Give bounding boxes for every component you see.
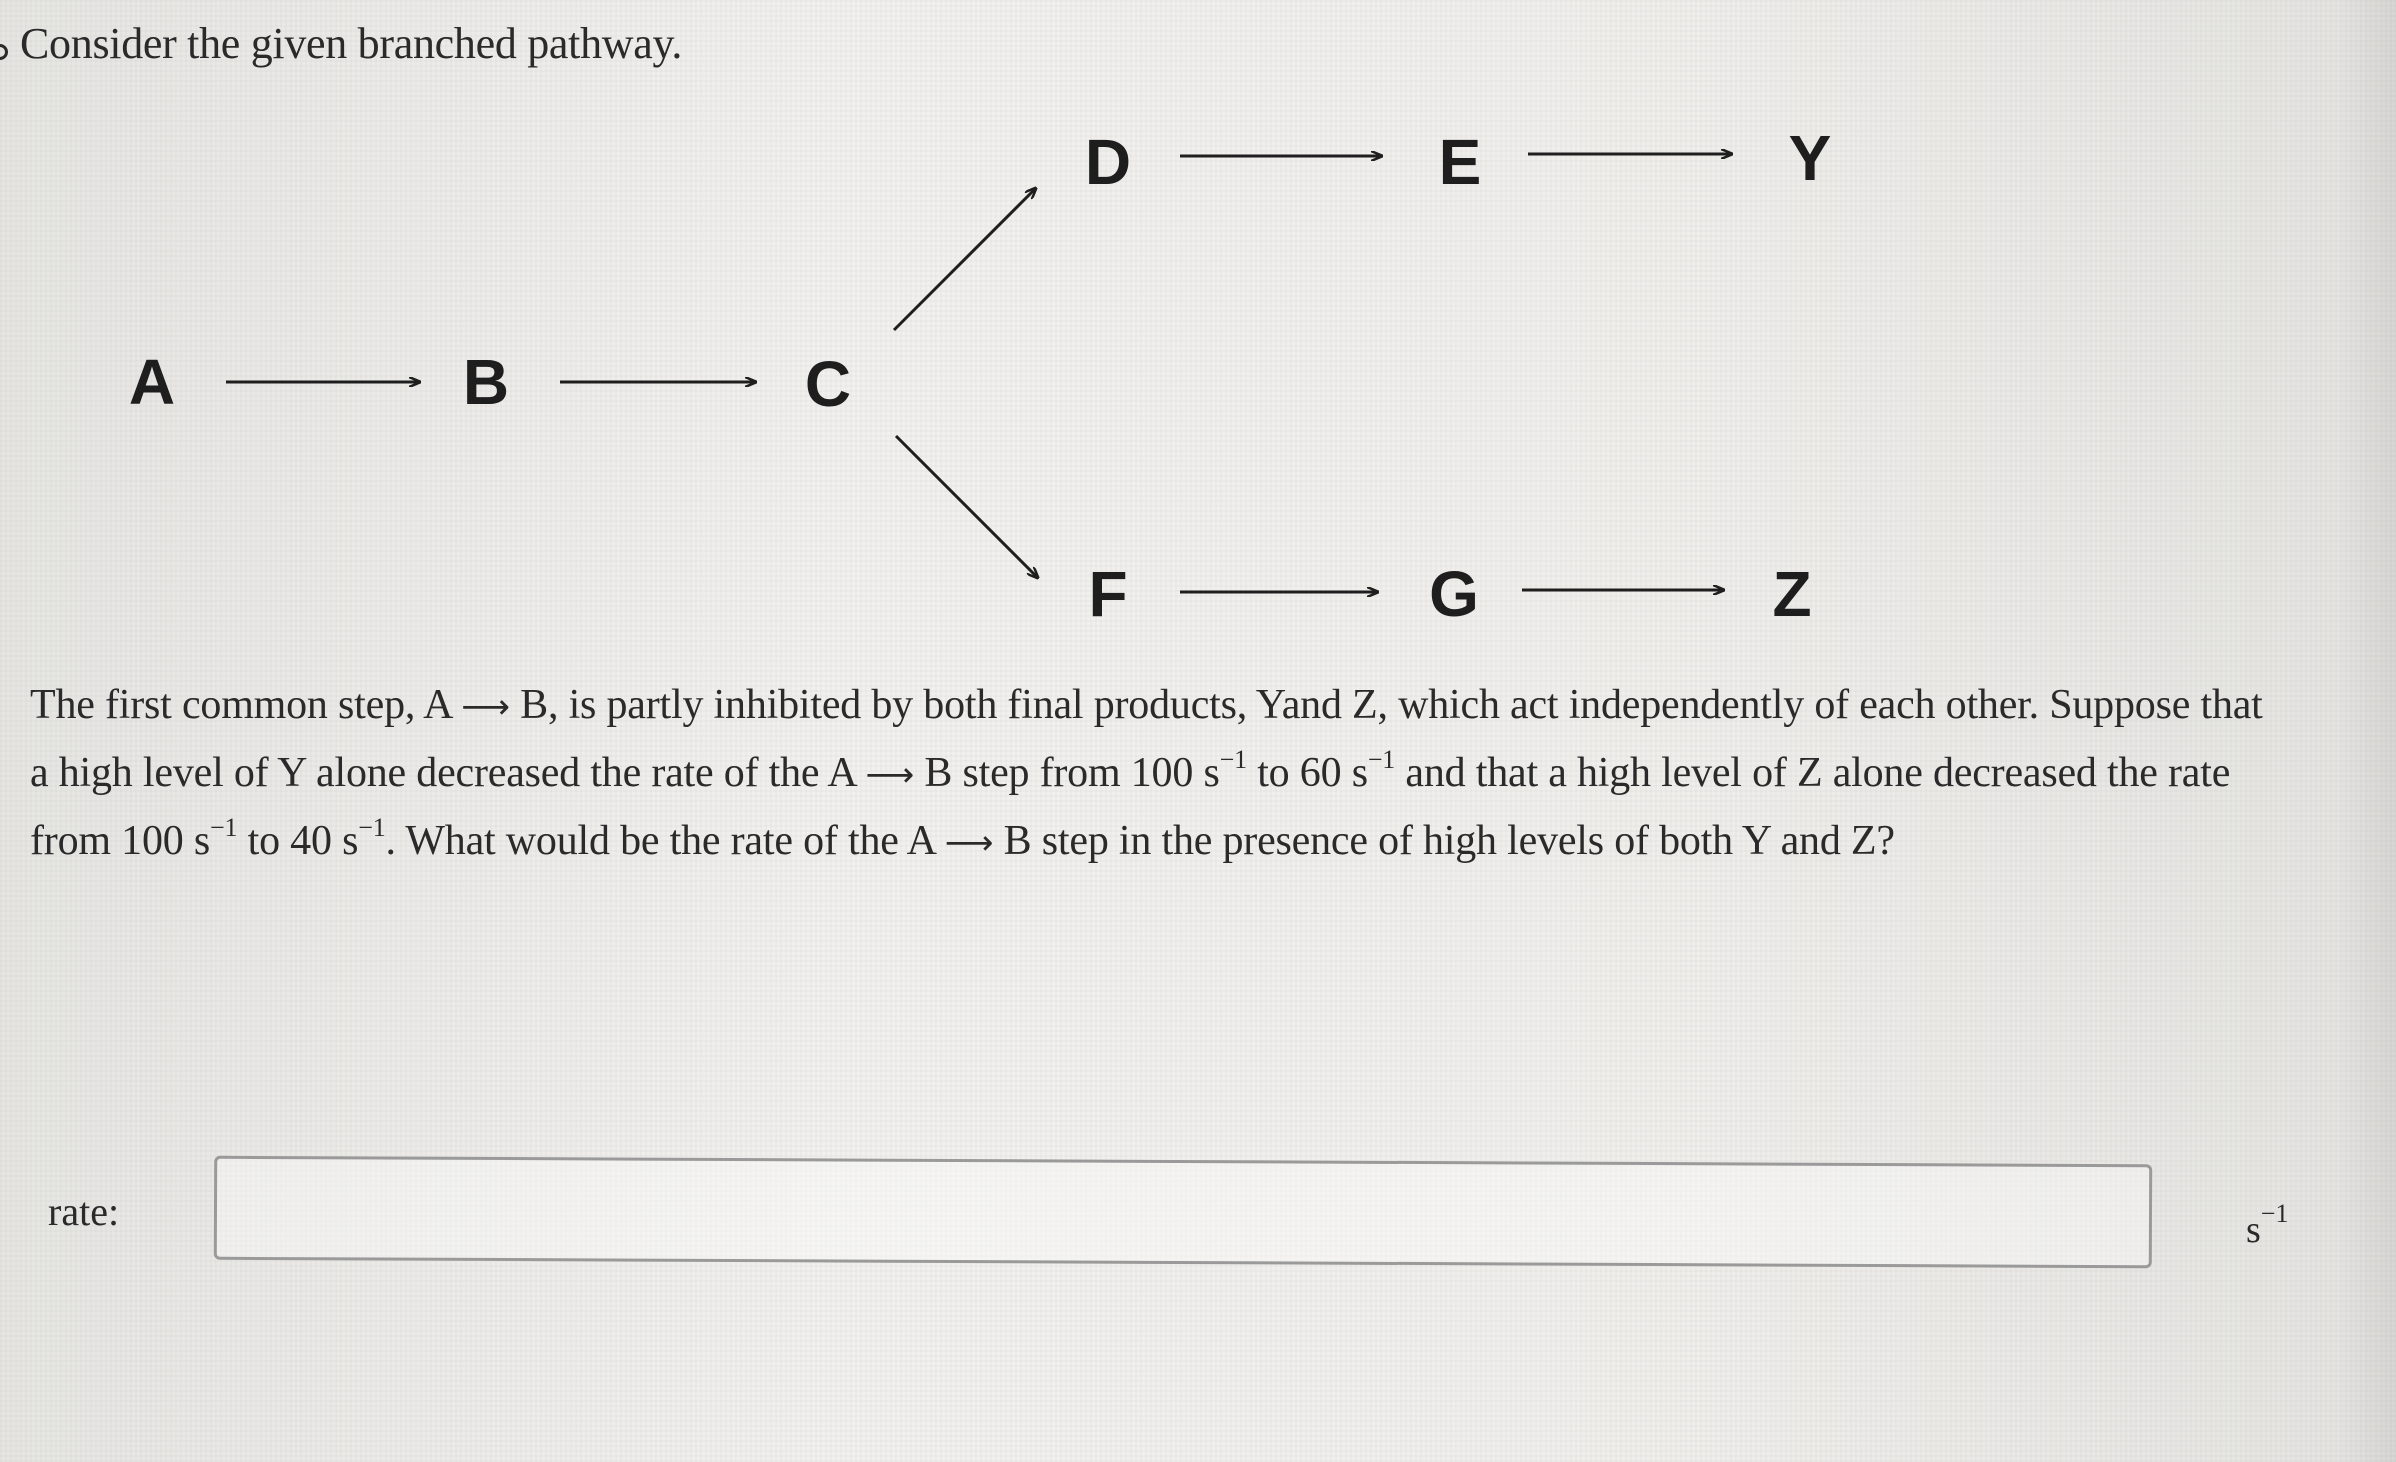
answer-unit-exponent: −1 [2260, 1199, 2289, 1228]
answer-unit-base: s [2246, 1209, 2261, 1251]
question-part-7: . What would be the rate of the A [385, 818, 935, 864]
unit-exponent: −1 [1219, 745, 1247, 774]
node-g: G [1429, 558, 1479, 630]
node-y: Y [1788, 122, 1832, 194]
unit-base: s [1351, 750, 1368, 796]
edge-c-f [896, 436, 1038, 578]
rate-input[interactable] [214, 1156, 2152, 1268]
question-part-3: B step from 100 [924, 750, 1194, 796]
reaction-arrow-icon: ⟶ [461, 687, 510, 727]
node-f: F [1088, 558, 1128, 630]
node-a: A [128, 346, 176, 418]
question-part-4: to 60 [1257, 750, 1342, 796]
unit-base: s [193, 818, 211, 864]
question-part-6: to 40 [247, 818, 332, 864]
node-e: E [1438, 126, 1482, 198]
node-d: D [1084, 126, 1132, 198]
edge-c-d [894, 188, 1036, 330]
node-b: B [462, 346, 510, 418]
rate-unit [1351, 745, 1396, 796]
question-part-2: B, is partly inhibited by both final products, Yand Z, which act independently of each other. Suppose that a high level of Y alone decreased the rate of the A [30, 682, 2263, 796]
rate-label: rate: [48, 1189, 120, 1234]
node-c: C [804, 348, 852, 420]
pathway-diagram [0, 0, 2396, 660]
question-text [30, 672, 2280, 876]
rate-unit [1203, 745, 1247, 796]
reaction-arrow-icon: ⟶ [944, 823, 994, 863]
unit-exponent: −1 [358, 813, 386, 842]
question-part-8: B step in the presence of high levels of both Y and Z? [1003, 818, 1895, 864]
unit-base: s [1203, 750, 1220, 796]
unit-base: s [342, 818, 359, 864]
node-z: Z [1772, 558, 1812, 630]
unit-exponent: −1 [210, 813, 238, 842]
question-prompt: Consider the given branched pathway. [20, 19, 683, 68]
unit-exponent: −1 [1367, 745, 1396, 774]
question-part-1: The first common step, A [30, 682, 451, 728]
rate-unit [342, 813, 386, 864]
reaction-arrow-icon: ⟶ [865, 755, 915, 795]
answer-unit [2246, 1199, 2289, 1252]
rate-unit [193, 813, 238, 864]
question-part-5: and that a high level of Z alone decreased the rate from 100 [30, 750, 2231, 864]
